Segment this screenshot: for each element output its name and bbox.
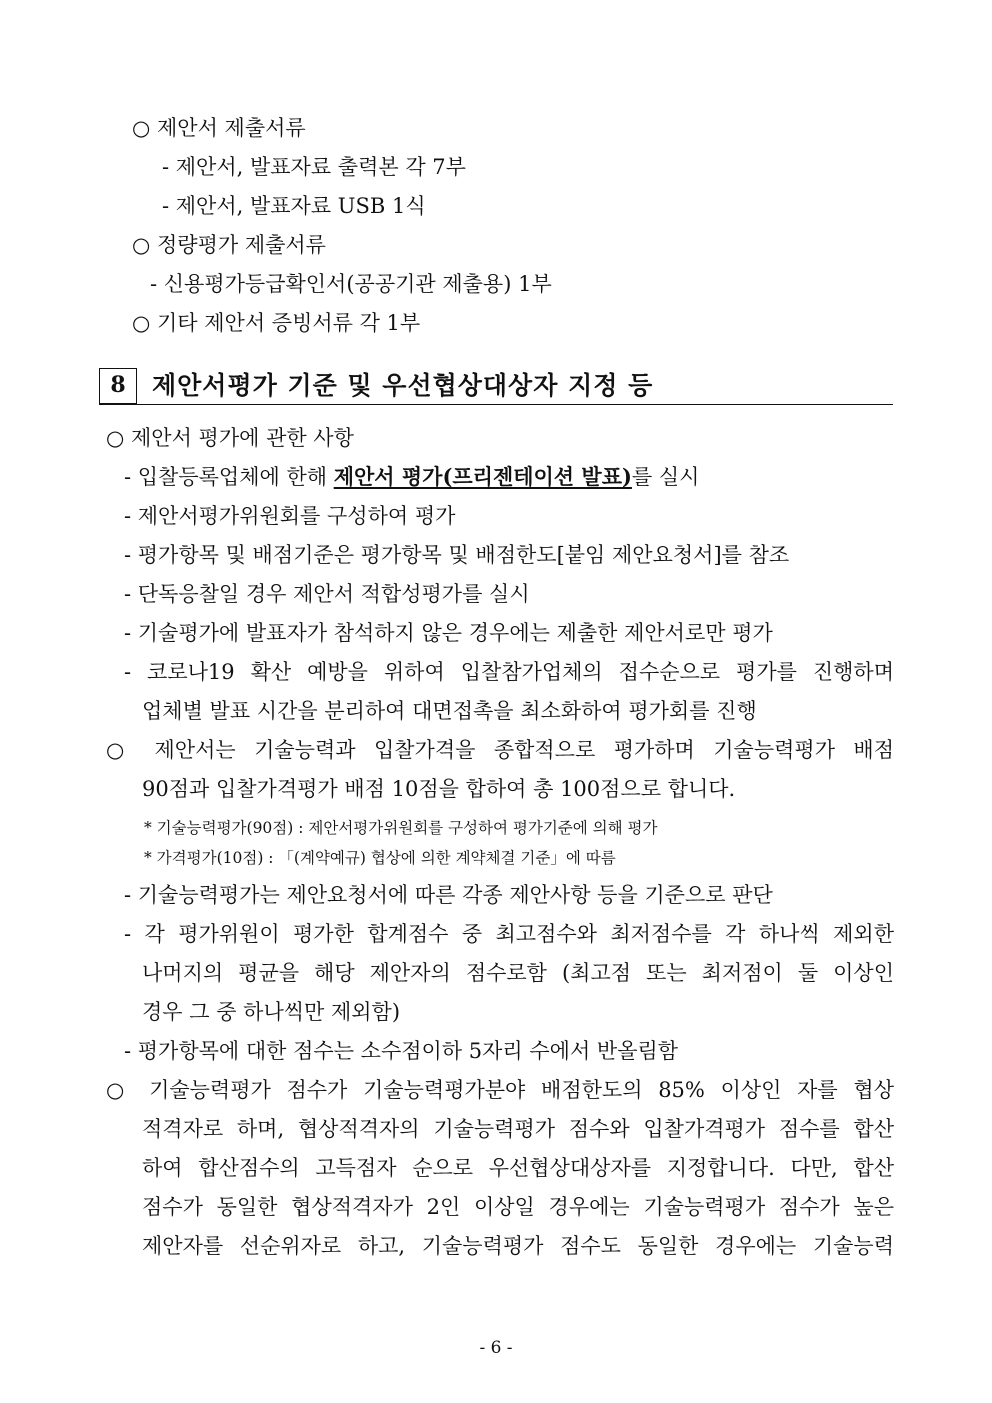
proposal-docs-item: - 제안서, 발표자료 출력본 각 7부 [162, 155, 466, 179]
scoring-item-continued: 경우 그 중 하나씩만 제외함) [142, 1000, 401, 1024]
scoring-item: - 각 평가위원이 평가한 합계점수 중 최고점수와 최저점수를 각 하나씩 제외한 [124, 922, 894, 946]
scoring-note: * 가격평가(10점) : 「(계약예규) 협상에 의한 계약체결 기준」에 따름 [144, 849, 616, 867]
qualification-line: 하여 합산점수의 고득점자 순으로 우선협상대상자를 지정합니다. 다만, 합산 [142, 1156, 894, 1180]
eval-item: - 단독응찰일 경우 제안서 적합성평가를 실시 [124, 582, 530, 606]
section-divider [99, 404, 893, 405]
eval-item: - 평가항목 및 배점기준은 평가항목 및 배점한도[붙임 제안요청서]를 참조 [124, 543, 790, 567]
qualification-line: 제안자를 선순위자로 하고, 기술능력평가 점수도 동일한 경우에는 기술능력 [142, 1234, 894, 1258]
qualification-line: 점수가 동일한 협상적격자가 2인 이상일 경우에는 기술능력평가 점수가 높은 [142, 1195, 894, 1219]
scoring-item: - 기술능력평가는 제안요청서에 따른 각종 제안사항 등을 기준으로 판단 [124, 883, 773, 907]
section-title: 제안서평가 기준 및 우선협상대상자 지정 등 [152, 371, 654, 400]
page-number: - 6 - [479, 1338, 513, 1358]
eval-item-emphasis: 제안서 평가(프리젠테이션 발표) [333, 464, 632, 489]
eval-item-text: - 입찰등록업체에 한해 [124, 465, 334, 489]
eval-item: - 코로나19 확산 예방을 위하여 입찰참가업체의 접수순으로 평가를 진행하며 [124, 660, 894, 684]
eval-item: - 기술평가에 발표자가 참석하지 않은 경우에는 제출한 제안서로만 평가 [124, 621, 773, 645]
section-number-box: 8 [99, 368, 137, 404]
quant-docs-item: - 신용평가등급확인서(공공기관 제출용) 1부 [150, 272, 552, 296]
scoring-item: - 평가항목에 대한 점수는 소수점이하 5자리 수에서 반올림함 [124, 1039, 679, 1063]
proposal-docs-item: - 제안서, 발표자료 USB 1식 [162, 194, 426, 218]
scoring-item-continued: 나머지의 평균을 해당 제안자의 점수로함 (최고점 또는 최저점이 둘 이상인 [142, 961, 894, 985]
eval-item-text: 를 실시 [631, 465, 700, 489]
eval-item [124, 463, 699, 491]
scoring-note: * 기술능력평가(90점) : 제안서평가위원회를 구성하여 평가기준에 의해 평가 [144, 819, 658, 837]
quant-docs-title: ○ 정량평가 제출서류 [132, 233, 326, 257]
other-docs: ○ 기타 제안서 증빙서류 각 1부 [132, 311, 421, 335]
eval-item-continued: 업체별 발표 시간을 분리하여 대면접촉을 최소화하여 평가회를 진행 [142, 699, 757, 723]
scoring-paragraph-line: 90점과 입찰가격평가 배점 10점을 합하여 총 100점으로 합니다. [142, 777, 736, 801]
proposal-docs-title: ○ 제안서 제출서류 [132, 116, 306, 140]
qualification-line: 적격자로 하며, 협상적격자의 기술능력평가 점수와 입찰가격평가 점수를 합산 [142, 1117, 894, 1141]
eval-item: - 제안서평가위원회를 구성하여 평가 [124, 504, 456, 528]
eval-title: ○ 제안서 평가에 관한 사항 [106, 426, 354, 450]
qualification-line: ○ 기술능력평가 점수가 기술능력평가분야 배점한도의 85% 이상인 자를 협상 [106, 1078, 894, 1102]
scoring-paragraph-line: ○ 제안서는 기술능력과 입찰가격을 종합적으로 평가하며 기술능력평가 배점 [106, 738, 894, 762]
